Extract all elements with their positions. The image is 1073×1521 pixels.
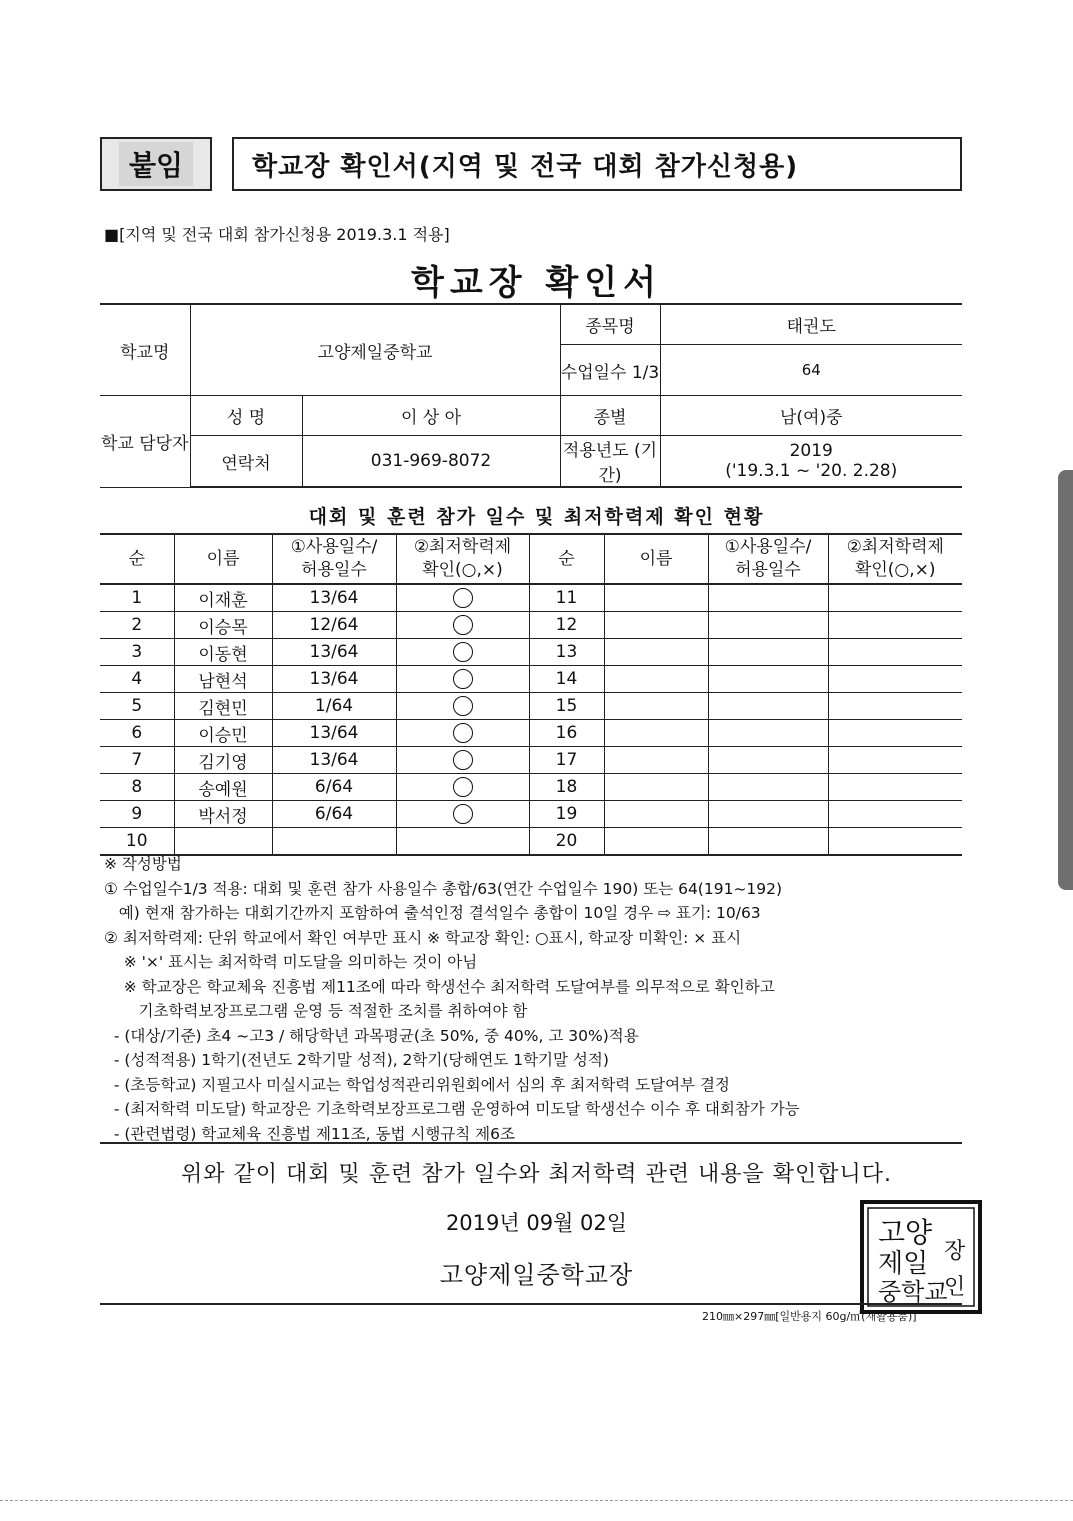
note-line: 예) 현재 참가하는 대회기간까지 포함하여 출석인정 결석일수 총합이 10일 경우 ⇨ 표기: 10/63 [104,904,761,922]
row-check [396,720,529,747]
paper-spec-footer: 210㎜×297㎜[일반용지 60g/㎡(재활용품)] [702,1310,917,1323]
name-label: 성 명 [190,396,302,436]
document-title: 학교장 확인서 [411,263,662,303]
row-check [396,639,529,666]
row-days-right [708,584,828,612]
note-line: - (성적적용) 1학기(전년도 2학기말 성적), 2학기(당해연도 1학기말 성적) [104,1051,609,1069]
row-no-right: 18 [529,774,604,801]
note-line: ① 수업일수1/3 적용: 대회 및 훈련 참가 사용일수 총합/63(연간 수업일수 190) 또는 64(191~192) [104,879,783,898]
row-check-right [828,639,962,666]
check-circle-icon [453,669,473,689]
row-name: 박서정 [174,801,272,828]
row-no: 1 [100,584,174,612]
row-check [396,801,529,828]
row-name: 이동현 [174,639,272,666]
table-row [100,639,962,666]
row-check [396,612,529,639]
official-seal [858,1198,984,1316]
bottom-divider [100,1303,962,1305]
svg-text:고양: 고양 [878,1216,933,1249]
row-no-right: 12 [529,612,604,639]
header-days-right: ①사용일수/ 허용일수 [708,534,828,584]
row-days: 13/64 [272,639,396,666]
table-row [100,666,962,693]
row-days: 6/64 [272,801,396,828]
row-no-right: 11 [529,584,604,612]
row-no-right: 14 [529,666,604,693]
row-name: 송예원 [174,774,272,801]
participation-table [100,533,962,856]
row-days-right [708,612,828,639]
row-days: 6/64 [272,774,396,801]
attachment-tag-label: 붙임 [119,142,193,186]
signing-date: 2019년 09월 02일 [445,1211,628,1235]
confirmation-statement: 위와 같이 대회 및 훈련 참가 일수와 최저학력 관련 내용을 확인합니다. [181,1162,892,1187]
header-days: ①사용일수/ 허용일수 [272,534,396,584]
row-check-right [828,828,962,856]
row-check-right [828,693,962,720]
row-name: 김현민 [174,693,272,720]
row-name-right [604,584,708,612]
note-line: ② 최저학력제: 단위 학교에서 확인 여부만 표시 ※ 학교장 확인: ○표시, 학교장 미확인: × 표시 [104,928,742,947]
row-days-right [708,639,828,666]
row-no: 4 [100,666,174,693]
row-no-right: 15 [529,693,604,720]
manager-label: 학교 담당자 [100,396,190,488]
row-days: 1/64 [272,693,396,720]
row-days-right [708,774,828,801]
row-name-right [604,801,708,828]
row-no: 3 [100,639,174,666]
note-line: - (최저학력 미도달) 학교장은 기초학력보장프로그램 운영하여 미도달 학생선수 이수 후 대회참가 가능 [104,1100,800,1118]
attachment-tag [100,137,212,191]
year-label: 적용년도 (기간) [560,436,660,488]
row-no: 2 [100,612,174,639]
row-check-right [828,666,962,693]
row-days: 13/64 [272,584,396,612]
list-caption: 대회 및 훈련 참가 일수 및 최저학력제 확인 현황 [308,506,765,528]
note-line: - (초등학교) 지필고사 미실시교는 학업성적관리위원회에서 심의 후 최저학력 도달여부 결정 [104,1075,730,1094]
row-name-right [604,693,708,720]
row-no: 10 [100,828,174,856]
row-check [396,747,529,774]
row-days [272,828,396,856]
row-name-right [604,747,708,774]
table-row [100,693,962,720]
contact-value: 031-969-8072 [302,436,560,488]
note-line: 기초학력보장프로그램 운영 등 적절한 조치를 취하여야 함 [104,1002,528,1020]
form-title-box [232,137,962,191]
row-name-right [604,828,708,856]
sport-value: 태권도 [660,304,962,345]
row-days: 13/64 [272,720,396,747]
row-check [396,774,529,801]
row-days-right [708,747,828,774]
check-circle-icon [453,777,473,797]
row-name: 남현석 [174,666,272,693]
header-no-right: 순 [529,534,604,584]
table-row [100,720,962,747]
row-name-right [604,720,708,747]
table-row [100,801,962,828]
header-no: 순 [100,534,174,584]
row-name-right [604,612,708,639]
check-circle-icon [453,750,473,770]
row-name-right [604,639,708,666]
row-name: 이재훈 [174,584,272,612]
row-no-right: 13 [529,639,604,666]
row-no: 6 [100,720,174,747]
row-name [174,828,272,856]
row-days: 13/64 [272,666,396,693]
row-check-right [828,612,962,639]
class-days-label: 수업일수 1/3 [560,345,660,396]
table-row [100,747,962,774]
row-check-right [828,747,962,774]
row-days: 12/64 [272,612,396,639]
class-days-value: 64 [660,345,962,396]
note-line: - (대상/기준) 초4 ~고3 / 해당학년 과목평균(초 50%, 중 40%, 고 30%)적용 [104,1026,639,1045]
row-no-right: 20 [529,828,604,856]
subheading: ■[지역 및 전국 대회 참가신청용 2019.3.1 적용] [104,225,450,244]
note-line: ※ 학교장은 학교체육 진흥법 제11조에 따라 학생선수 최저학력 도달여부를 의무적으로 확인하고 [104,977,775,996]
row-check-right [828,584,962,612]
row-days-right [708,720,828,747]
header-check: ②최저학력제 확인(○,×) [396,534,529,584]
category-value: 남(여)중 [660,396,962,436]
row-name: 이승민 [174,720,272,747]
row-check [396,584,529,612]
row-check-right [828,720,962,747]
check-circle-icon [453,804,473,824]
contact-label: 연락처 [190,436,302,488]
row-check [396,666,529,693]
principal-signature: 고양제일중학교장 [439,1261,634,1289]
row-no: 7 [100,747,174,774]
check-circle-icon [453,615,473,635]
row-no-right: 16 [529,720,604,747]
header-check-right: ②최저학력제 확인(○,×) [828,534,962,584]
row-name: 이승목 [174,612,272,639]
svg-text:중학교: 중학교 [878,1278,948,1306]
check-circle-icon [453,642,473,662]
header-name-right: 이름 [604,534,708,584]
row-name: 김기영 [174,747,272,774]
note-line: ※ '×' 표시는 최저학력 미도달을 의미하는 것이 아님 [104,953,478,971]
scan-bottom-edge [0,1500,1073,1501]
table-row [100,612,962,639]
category-label: 종별 [560,396,660,436]
row-no: 8 [100,774,174,801]
sport-label: 종목명 [560,304,660,345]
row-check [396,828,529,856]
table-row [100,828,962,856]
year-cell [660,436,962,488]
scan-side-tab [1058,470,1073,890]
row-no-right: 19 [529,801,604,828]
row-name-right [604,666,708,693]
note-line: - (관련법령) 학교체육 진흥법 제11조, 동법 시행규칙 제6조 [104,1124,515,1143]
check-circle-icon [453,696,473,716]
svg-text:인: 인 [944,1275,966,1300]
row-name-right [604,774,708,801]
table-row [100,774,962,801]
school-name-label: 학교명 [100,304,190,396]
school-info-table [100,303,962,488]
school-name-value: 고양제일중학교 [190,304,560,396]
writing-notes [104,852,964,1146]
form-title: 학교장 확인서(지역 및 전국 대회 참가신청용) [252,151,799,182]
row-days: 13/64 [272,747,396,774]
divider [100,1142,962,1144]
check-circle-icon [453,723,473,743]
check-circle-icon [453,588,473,608]
row-days-right [708,666,828,693]
row-no-right: 17 [529,747,604,774]
row-check-right [828,801,962,828]
year-value: 2019 [789,441,833,461]
header-name: 이름 [174,534,272,584]
row-check-right [828,774,962,801]
svg-text:제일: 제일 [878,1249,929,1279]
name-value: 이 상 아 [302,396,560,436]
table-row [100,584,962,612]
note-line: ※ 작성방법 [104,855,182,873]
period-value: ('19.3.1 ~ '20. 2.28) [725,461,898,481]
row-days-right [708,693,828,720]
row-check [396,693,529,720]
row-no: 9 [100,801,174,828]
row-no: 5 [100,693,174,720]
row-days-right [708,828,828,856]
svg-text:장: 장 [944,1239,966,1264]
row-days-right [708,801,828,828]
